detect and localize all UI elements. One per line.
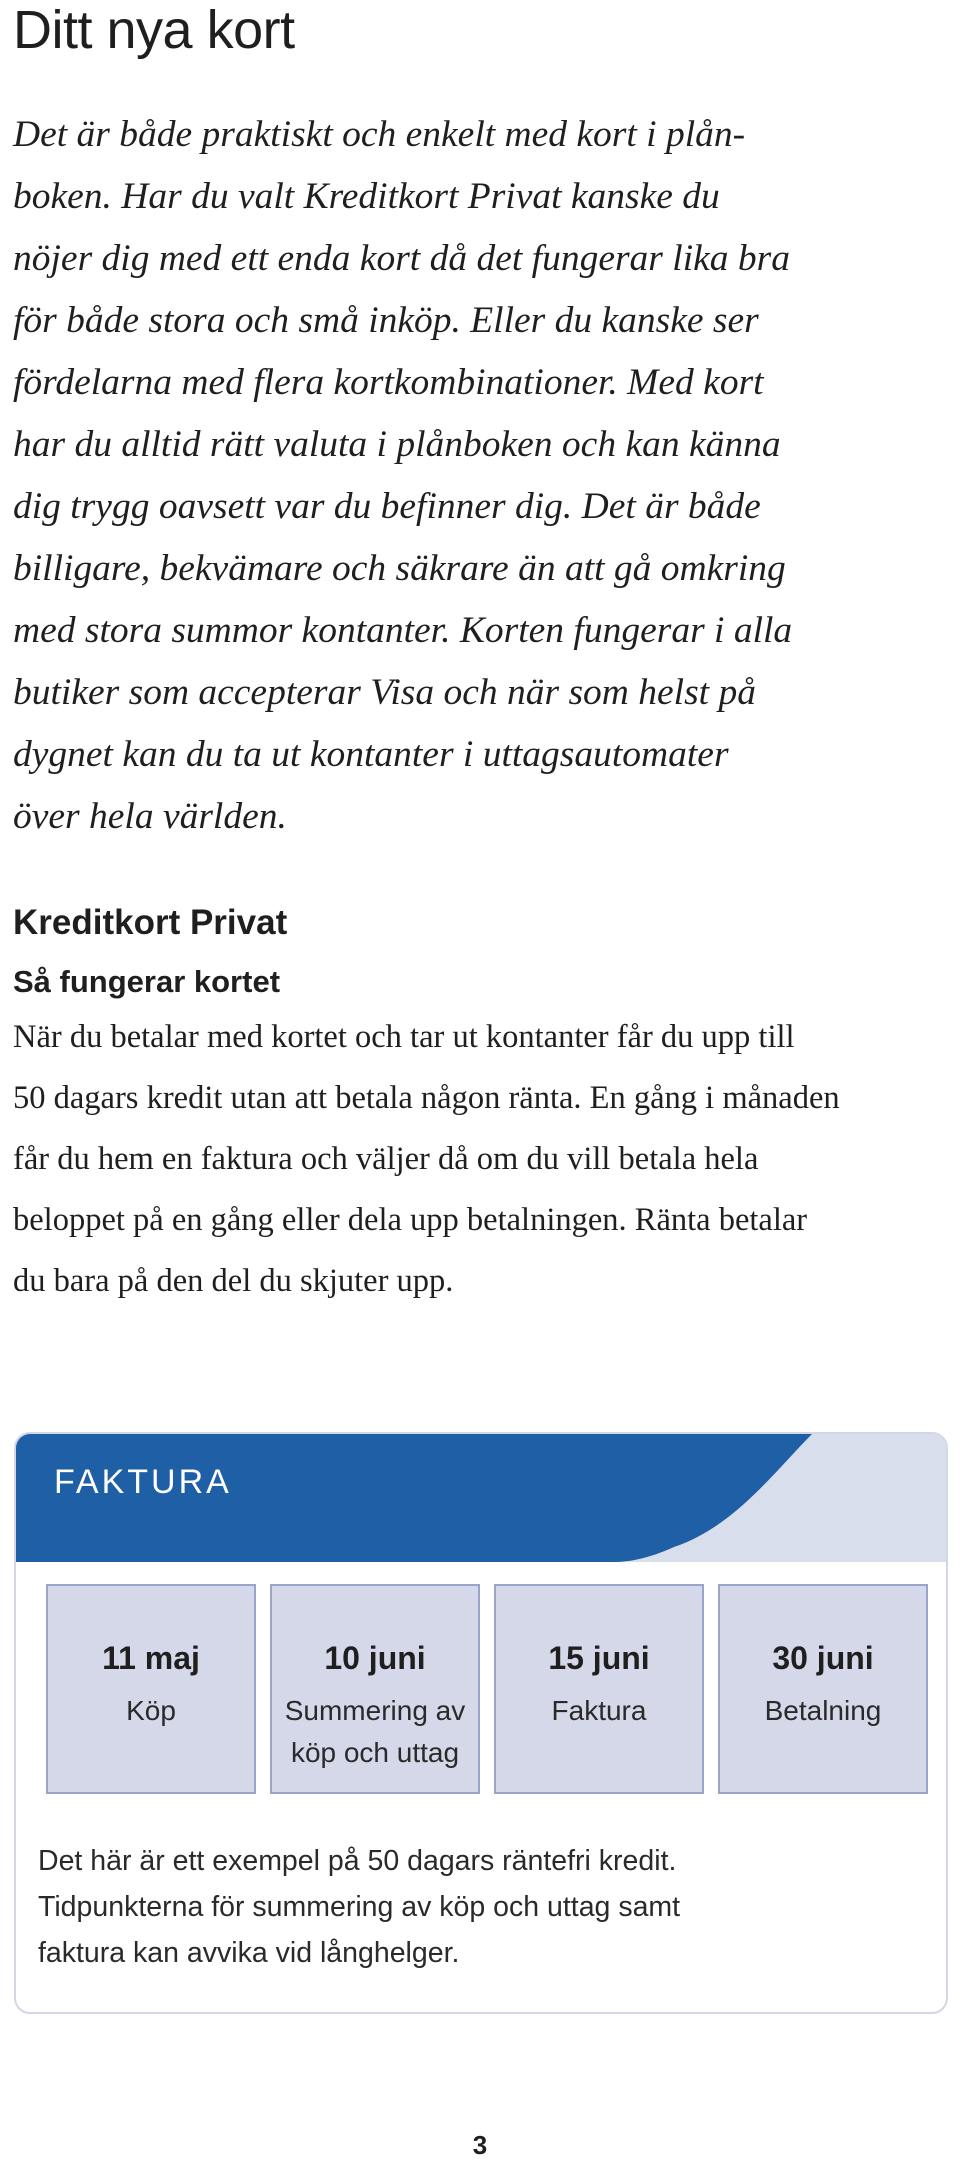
- intro-line: Det är både praktiskt och enkelt med kort i plån-: [13, 114, 746, 155]
- timeline-step-purchase: [46, 1584, 256, 1794]
- timeline: [46, 1584, 946, 1796]
- intro-line: dygnet kan du ta ut kontanter i uttagsautomater: [13, 734, 729, 775]
- body-line: 50 dagars kredit utan att betala någon ränta. En gång i månaden: [13, 1080, 840, 1116]
- intro-line: med stora summor kontanter. Korten fungerar i alla: [13, 610, 793, 651]
- intro-line: har du alltid rätt valuta i plånboken och kan känna: [13, 424, 781, 465]
- body-paragraph: [13, 1007, 953, 1312]
- step-date: 30 juni: [772, 1640, 874, 1676]
- intro-line: över hela världen.: [13, 796, 287, 837]
- timeline-step-payment: [718, 1584, 928, 1794]
- step-date: 11 maj: [102, 1640, 200, 1676]
- panel-note: [38, 1838, 918, 1976]
- section-heading: Kreditkort Privat: [13, 903, 288, 942]
- step-date: 15 juni: [548, 1640, 650, 1676]
- sub-heading: Så fungerar kortet: [13, 964, 281, 999]
- body-line: beloppet på en gång eller dela upp betalningen. Ränta betalar: [13, 1202, 808, 1238]
- timeline-step-summary: [270, 1584, 480, 1794]
- intro-line: fördelarna med flera kortkombinationer. Med kort: [13, 362, 764, 403]
- step-label: Betalning: [764, 1695, 882, 1726]
- intro-line: butiker som accepterar Visa och när som helst på: [13, 672, 756, 713]
- panel-title: FAKTURA: [54, 1463, 232, 1501]
- intro-paragraph: [13, 104, 943, 848]
- note-line: faktura kan avvika vid långhelger.: [38, 1937, 460, 1969]
- intro-line: dig trygg oavsett var du befinner dig. Det är både: [13, 486, 761, 527]
- intro-line: för både stora och små inköp. Eller du kanske ser: [13, 300, 759, 341]
- step-label: Köp: [126, 1695, 176, 1726]
- page-number: 3: [472, 2130, 488, 2160]
- timeline-step-invoice: [494, 1584, 704, 1794]
- page-title: Ditt nya kort: [13, 0, 295, 60]
- body-line: När du betalar med kortet och tar ut kontanter får du upp till: [13, 1019, 795, 1055]
- note-line: Det här är ett exempel på 50 dagars räntefri kredit.: [38, 1845, 677, 1877]
- intro-line: billigare, bekvämare och säkrare än att gå omkring: [13, 548, 786, 589]
- invoice-panel: [14, 1432, 948, 2014]
- body-line: du bara på den del du skjuter upp.: [13, 1263, 454, 1299]
- step-date: 10 juni: [324, 1640, 426, 1676]
- step-label: Faktura: [551, 1695, 647, 1726]
- body-line: får du hem en faktura och väljer då om du vill betala hela: [13, 1141, 759, 1177]
- step-label: Summering av köp och uttag: [284, 1695, 466, 1768]
- note-line: Tidpunkterna för summering av köp och uttag samt: [38, 1891, 681, 1923]
- intro-line: boken. Har du valt Kreditkort Privat kanske du: [13, 176, 720, 217]
- intro-line: nöjer dig med ett enda kort då det fungerar lika bra: [13, 238, 790, 279]
